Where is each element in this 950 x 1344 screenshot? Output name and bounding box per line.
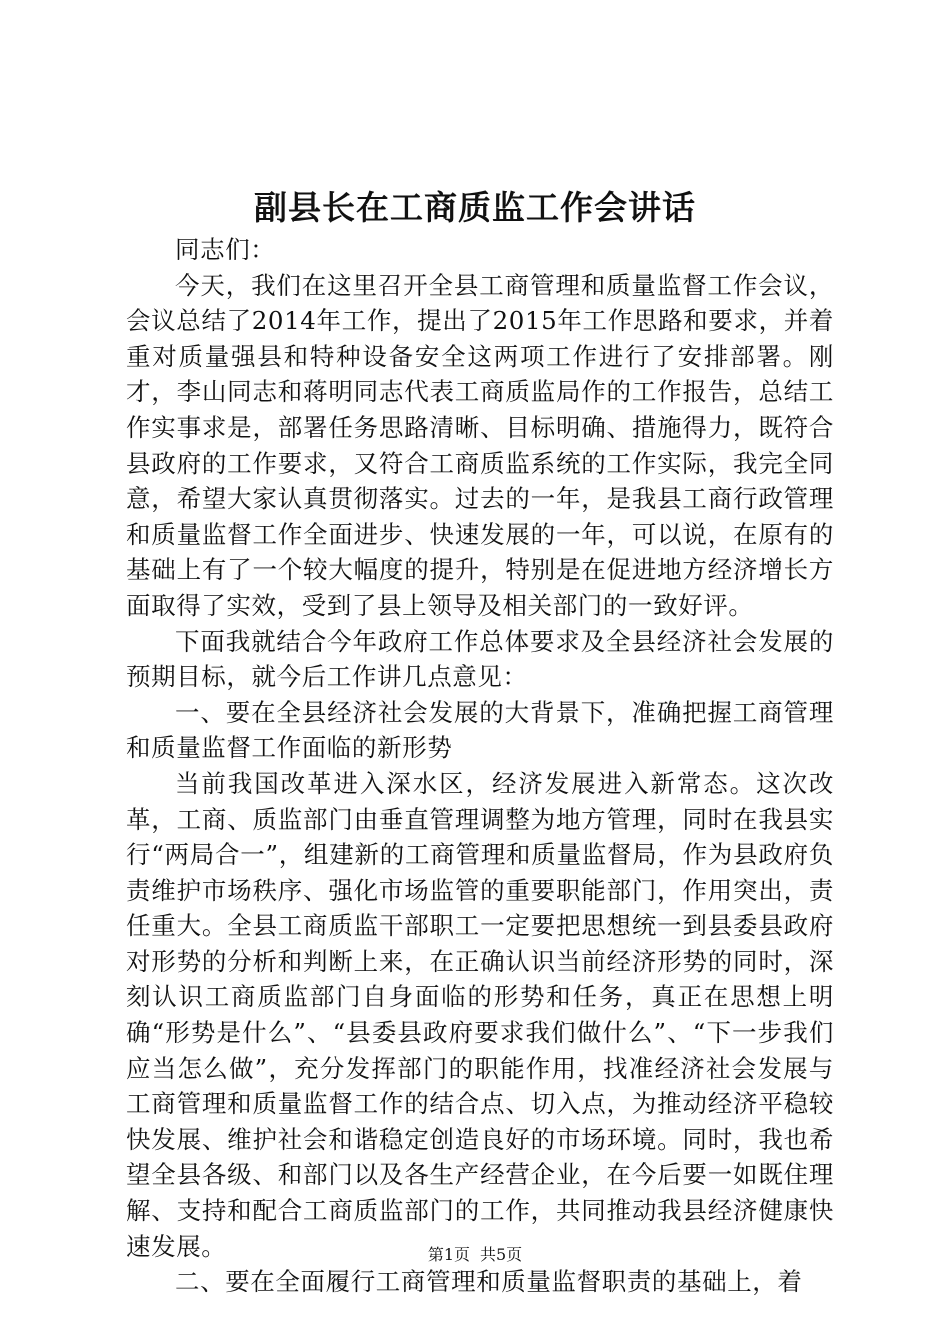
page-footer bbox=[0, 1244, 950, 1266]
section-heading-one: 一、要在全县经济社会发展的大背景下，准确把握工商管理和质量监督工作面临的新形势 bbox=[126, 697, 834, 763]
document-body bbox=[126, 232, 834, 1300]
paragraph-opening: 今天，我们在这里召开全县工商管理和质量监督工作会议，会议总结了2014年工作，提出了2015年工作思路和要求，并着重对质量强县和特种设备安全这两项工作进行了安排部署。刚才，李山同志和蒋明同志代表工商质监局作的工作报告，总结工作实事求是，部署任务思路清晰、目标明确、措施得力，既符合县政府的工作要求，又符合工商质监系统的工作实际，我完全同意，希望大家认真贯彻落实。过去的一年，是我县工商行政管理和质量监督工作全面进步、快速发展的一年，可以说，在原有的基础上有了一个较大幅度的提升，特别是在促进地方经济增长方面取得了实效，受到了县上领导及相关部门的一致好评。 bbox=[126, 270, 834, 620]
page-number: 第1页 bbox=[427, 1245, 470, 1264]
paragraph-intro: 下面我就结合今年政府工作总体要求及全县经济社会发展的预期目标，就今后工作讲几点意见： bbox=[126, 626, 834, 692]
paragraph-section-one: 当前我国改革进入深水区，经济发展进入新常态。这次改革，工商、质监部门由垂直管理调整为地方管理，同时在我县实行“两局合一”，组建新的工商管理和质量监督局，作为县政府负责维护市场秩序、强化市场监管的重要职能部门，作用突出，责任重大。全县工商质监干部职工一定要把思想统一到县委县政府对形势的分析和判断上来，在正确认识当前经济形势的同时，深刻认识工商质监部门自身面临的形势和任务，真正在思想上明确“形势是什么”、“县委县政府要求我们做什么”、“下一步我们应当怎么做”，充分发挥部门的职能作用，找准经济社会发展与工商管理和质量监督工作的结合点、切入点，为推动经济平稳较快发展、维护社会和谐稳定创造良好的市场环境。同时，我也希望全县各级、和部门以及各生产经营企业，在今后要一如既住理解、支持和配合工商质监部门的工作，共同推动我县经济健康快速发展。 bbox=[126, 768, 834, 1261]
section-heading-two: 二、要在全面履行工商管理和质量监督职责的基础上，着 bbox=[175, 1267, 803, 1297]
salutation: 同志们： bbox=[175, 235, 276, 264]
page-total: 共5页 bbox=[480, 1245, 523, 1264]
document-title: 副县长在工商质监工作会讲话 bbox=[254, 188, 696, 227]
